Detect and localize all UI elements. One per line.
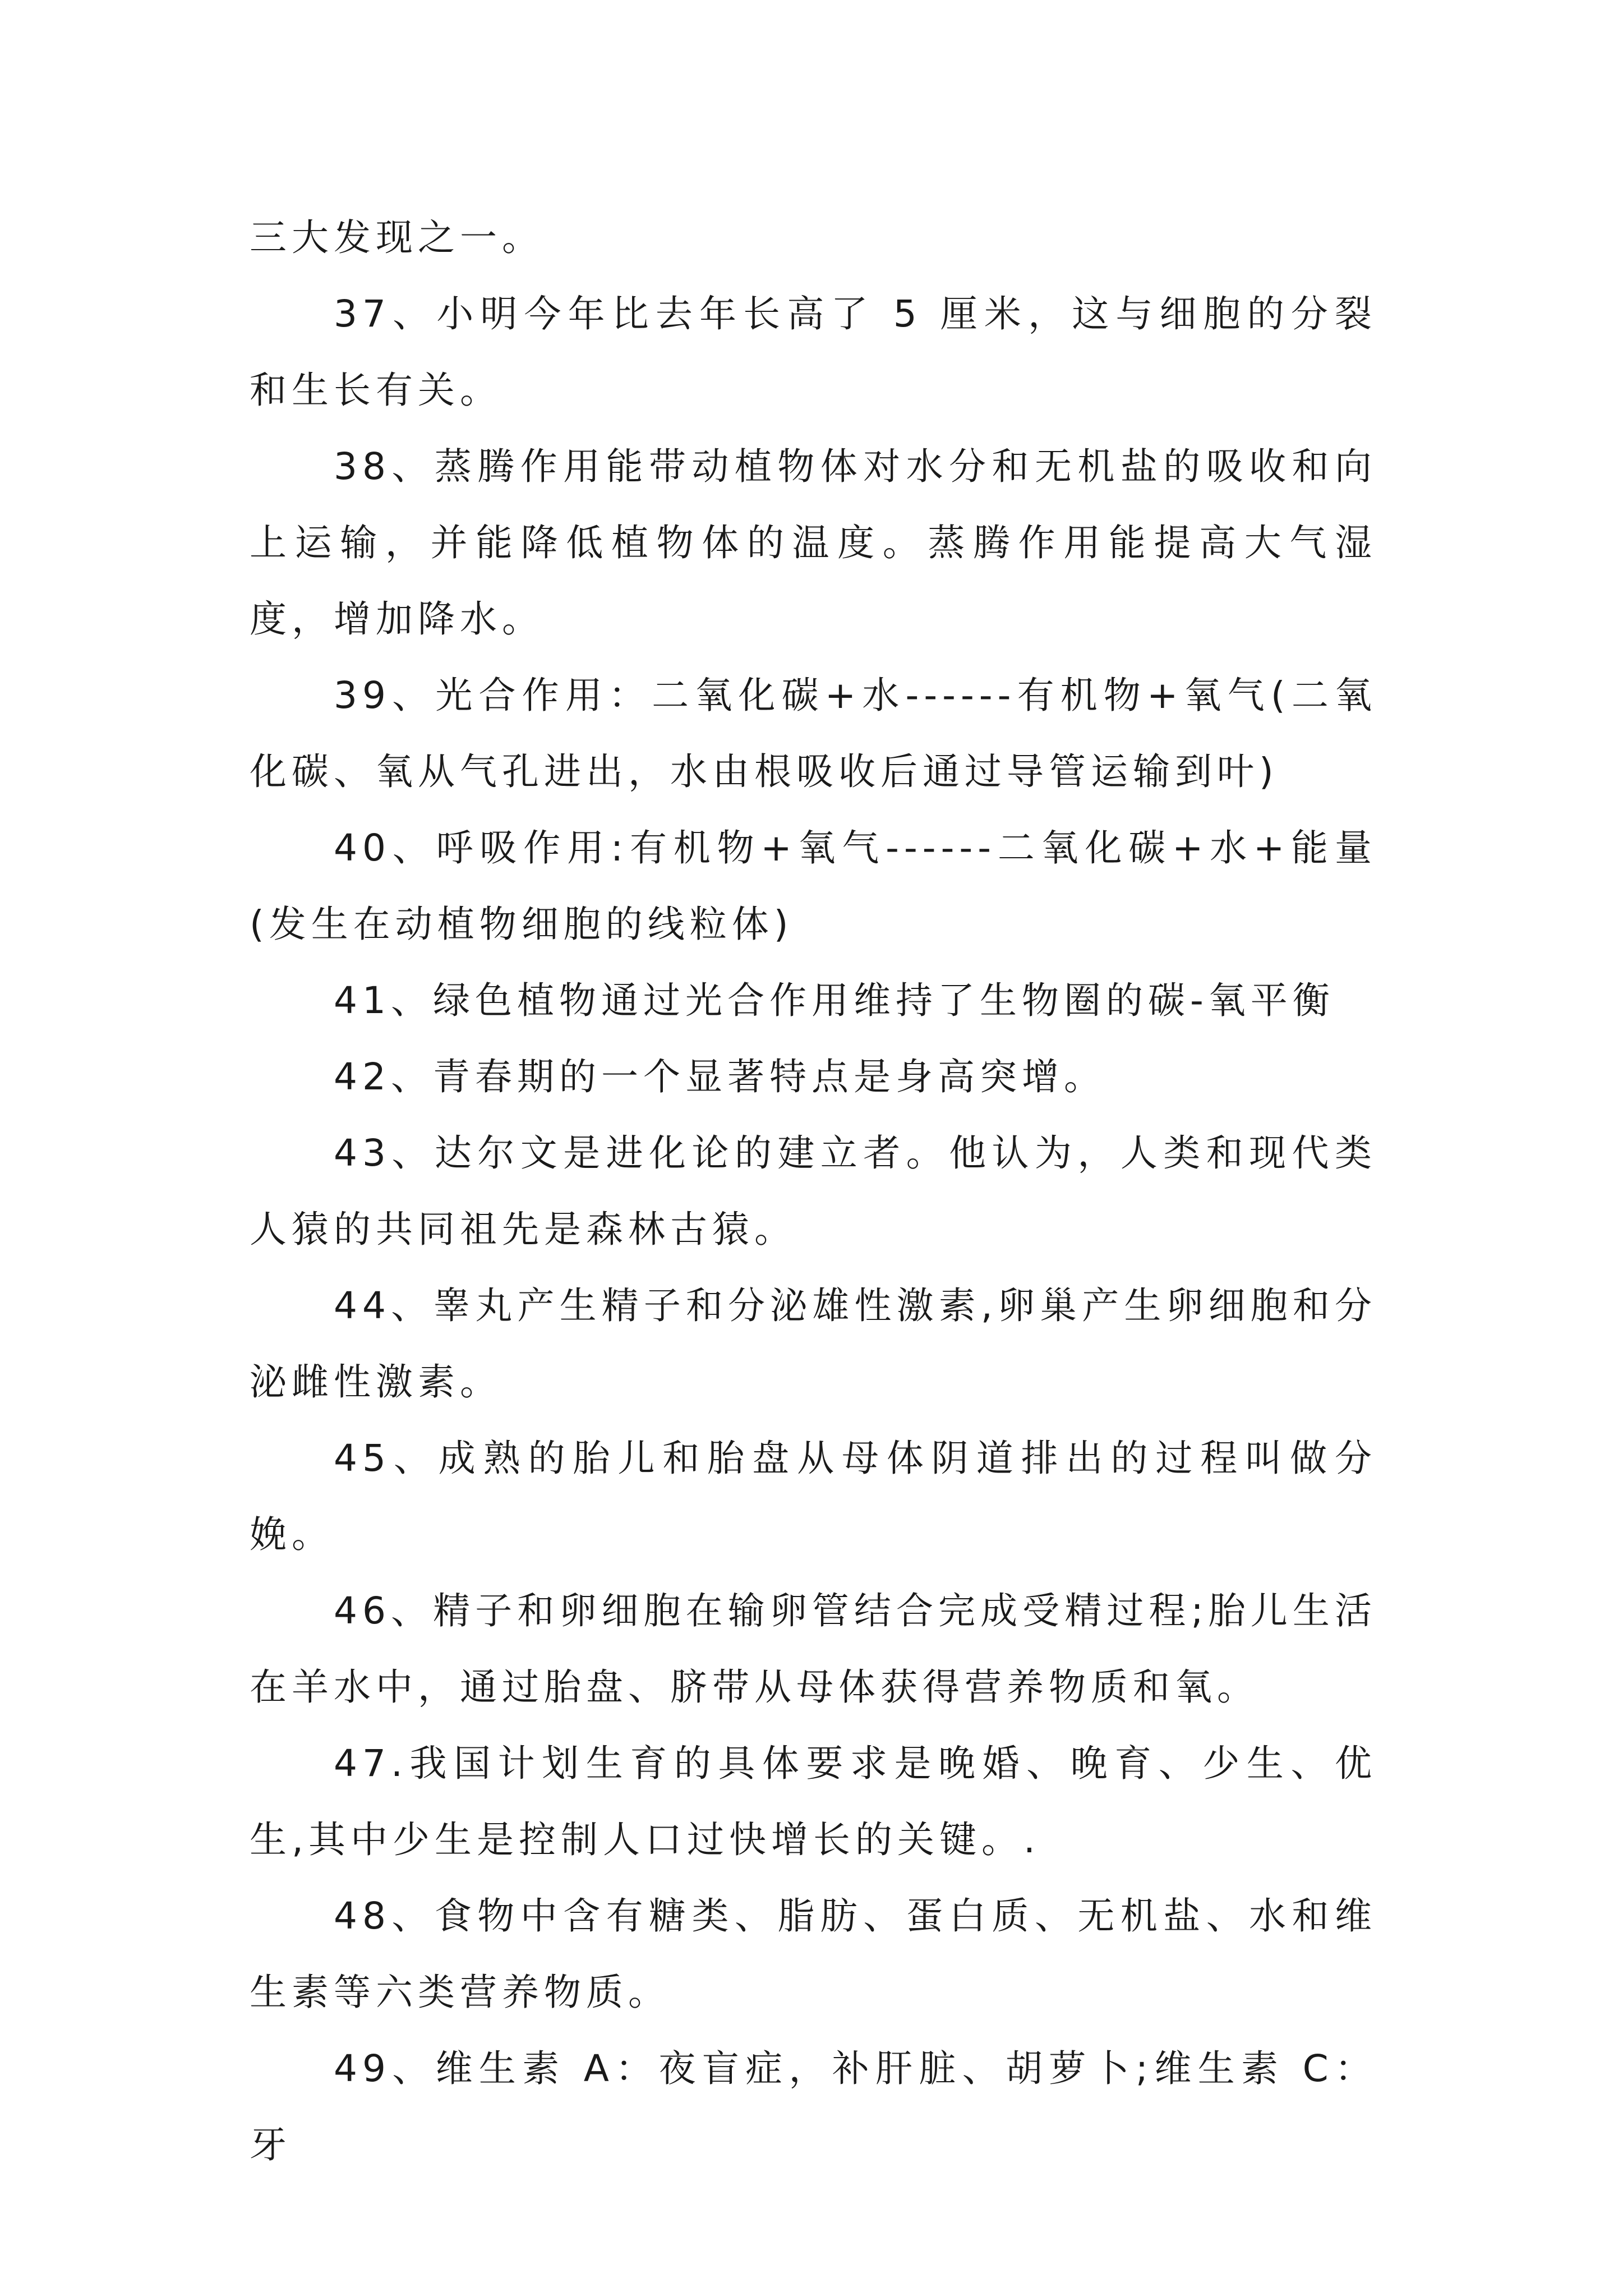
document-body	[250, 200, 1377, 2183]
paragraph-41: 41、绿色植物通过光合作用维持了生物圈的碳-氧平衡	[334, 979, 1335, 1022]
paragraph-47: 47.我国计划生育的具体要求是晚婚、晚育、少生、优生,其中少生是控制人口过快增长的关键。.	[250, 1742, 1377, 1861]
paragraph-45: 45、成熟的胎儿和胎盘从母体阴道排出的过程叫做分娩。	[250, 1437, 1377, 1556]
paragraph-42: 42、青春期的一个显著特点是身高突增。	[334, 1055, 1106, 1098]
paragraph-continued: 三大发现之一。	[250, 216, 544, 259]
paragraph-44: 44、睾丸产生精子和分泌雄性激素,卵巢产生卵细胞和分泌雌性激素。	[250, 1284, 1377, 1404]
paragraph-40: 40、呼吸作用:有机物+氧气------二氧化碳+水+能量(发生在动植物细胞的线粒体)	[250, 826, 1377, 946]
paragraph-43: 43、达尔文是进化论的建立者。他认为，人类和现代类人猿的共同祖先是森林古猿。	[250, 1131, 1377, 1251]
paragraph-39: 39、光合作用：二氧化碳+水------有机物+氧气(二氧化碳、氧从气孔进出，水由根吸收后通过导管运输到叶)	[250, 674, 1377, 793]
paragraph-37: 37、小明今年比去年长高了 5 厘米，这与细胞的分裂和生长有关。	[250, 292, 1377, 412]
paragraph-49: 49、维生素 A：夜盲症，补肝脏、胡萝卜;维生素 C：牙	[250, 2047, 1377, 2166]
paragraph-38: 38、蒸腾作用能带动植物体对水分和无机盐的吸收和向上运输，并能降低植物体的温度。蒸腾作用能提高大气湿度，增加降水。	[250, 445, 1377, 641]
paragraph-46: 46、精子和卵细胞在输卵管结合完成受精过程;胎儿生活在羊水中，通过胎盘、脐带从母体获得营养物质和氧。	[250, 1589, 1377, 1709]
paragraph-48: 48、食物中含有糖类、脂肪、蛋白质、无机盐、水和维生素等六类营养物质。	[250, 1894, 1377, 2014]
